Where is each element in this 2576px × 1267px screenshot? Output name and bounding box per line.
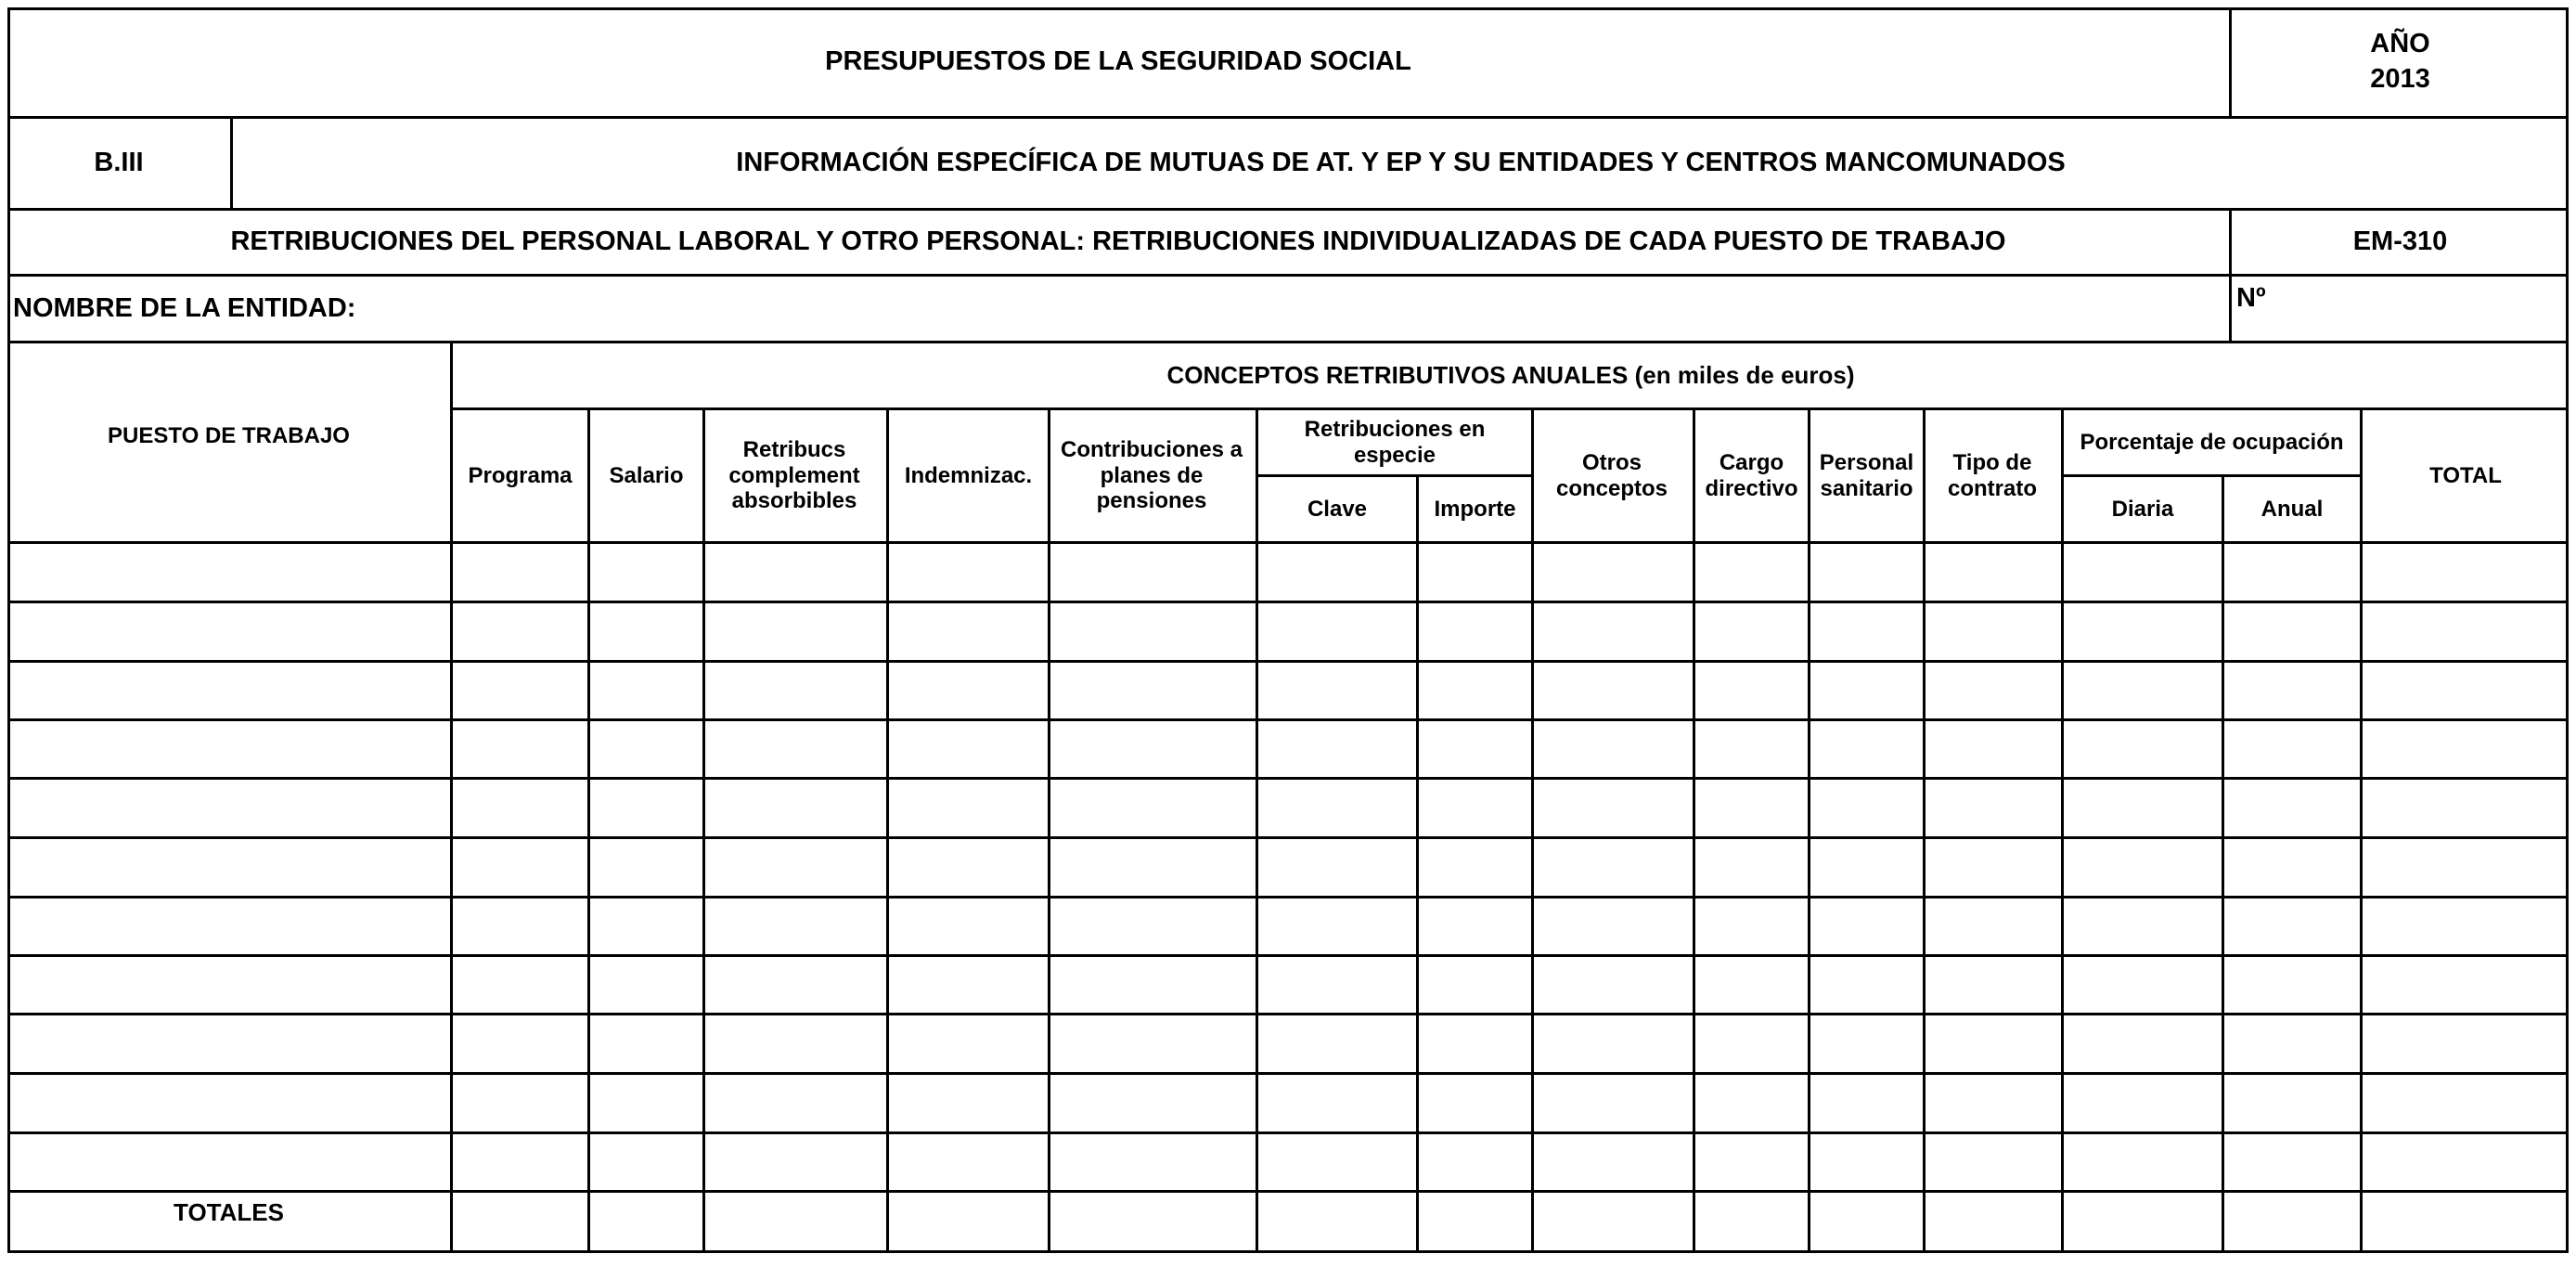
column-group-header: CONCEPTOS RETRIBUTIVOS ANUALES (en miles de euros) [1166, 360, 1855, 389]
column-header-salario: Salario [609, 462, 684, 488]
table-row [7, 1013, 2569, 1015]
column-header-tipo: Tipo de contrato [1948, 449, 2037, 501]
divider [702, 407, 705, 1253]
table-row [7, 1072, 2569, 1075]
table-row [7, 896, 2569, 899]
column-header-total: TOTAL [2429, 462, 2502, 488]
number-label: Nº [2236, 283, 2266, 314]
column-header-contribuciones: Contribuciones a planes de pensiones [1060, 437, 1243, 514]
page-title: PRESUPUESTOS DE LA SEGURIDAD SOCIAL [825, 45, 1411, 76]
divider [1923, 407, 1926, 1253]
divider [1531, 407, 1534, 1253]
column-header-indemnizac: Indemnizac. [904, 462, 1033, 488]
form-code: EM-310 [2352, 226, 2448, 257]
table-row [7, 777, 2569, 780]
entity-name-label: NOMBRE DE LA ENTIDAD: [13, 292, 356, 323]
table-row [7, 718, 2569, 721]
table-row [7, 954, 2569, 957]
column-header-programa: Programa [468, 462, 573, 488]
table-row [7, 601, 2569, 603]
column-header-porcentaje: Porcentaje de ocupación [2080, 429, 2344, 455]
divider [7, 541, 2569, 544]
column-header-clave: Clave [1307, 496, 1368, 522]
form-title: RETRIBUCIONES DEL PERSONAL LABORAL Y OTRO PERSONAL: RETRIBUCIONES INDIVIDUALIZADAS DE CADA PUESTO DE TRABAJO [230, 226, 2006, 257]
year-label: AÑO [2370, 29, 2430, 59]
divider [1048, 407, 1050, 1253]
table-row [7, 660, 2569, 663]
column-header-personal: Personal sanitario [1819, 449, 1914, 501]
column-header-retribucs: Retribucs complement absorbibles [728, 437, 860, 514]
table-row [7, 836, 2569, 839]
column-header-especie: Retribuciones en especie [1304, 416, 1486, 468]
section-title: INFORMACIÓN ESPECÍFICA DE MUTUAS DE AT. Y EP Y SU ENTIDADES Y CENTROS MANCOMUNADOS [736, 148, 2066, 178]
column-header-importe: Importe [1434, 496, 1516, 522]
column-header-otros: Otros conceptos [1555, 449, 1668, 501]
divider [2222, 474, 2224, 1253]
totals-label: TOTALES [174, 1198, 284, 1227]
column-header-anual: Anual [2260, 496, 2324, 522]
column-header-cargo: Cargo directivo [1705, 449, 1798, 501]
column-header-puesto: PUESTO DE TRABAJO [108, 423, 350, 449]
year-value: 2013 [2370, 64, 2430, 95]
table-row [7, 1131, 2569, 1134]
section-code: B.III [94, 148, 144, 178]
divider [1416, 474, 1419, 1253]
column-header-diaria: Diaria [2111, 496, 2174, 522]
